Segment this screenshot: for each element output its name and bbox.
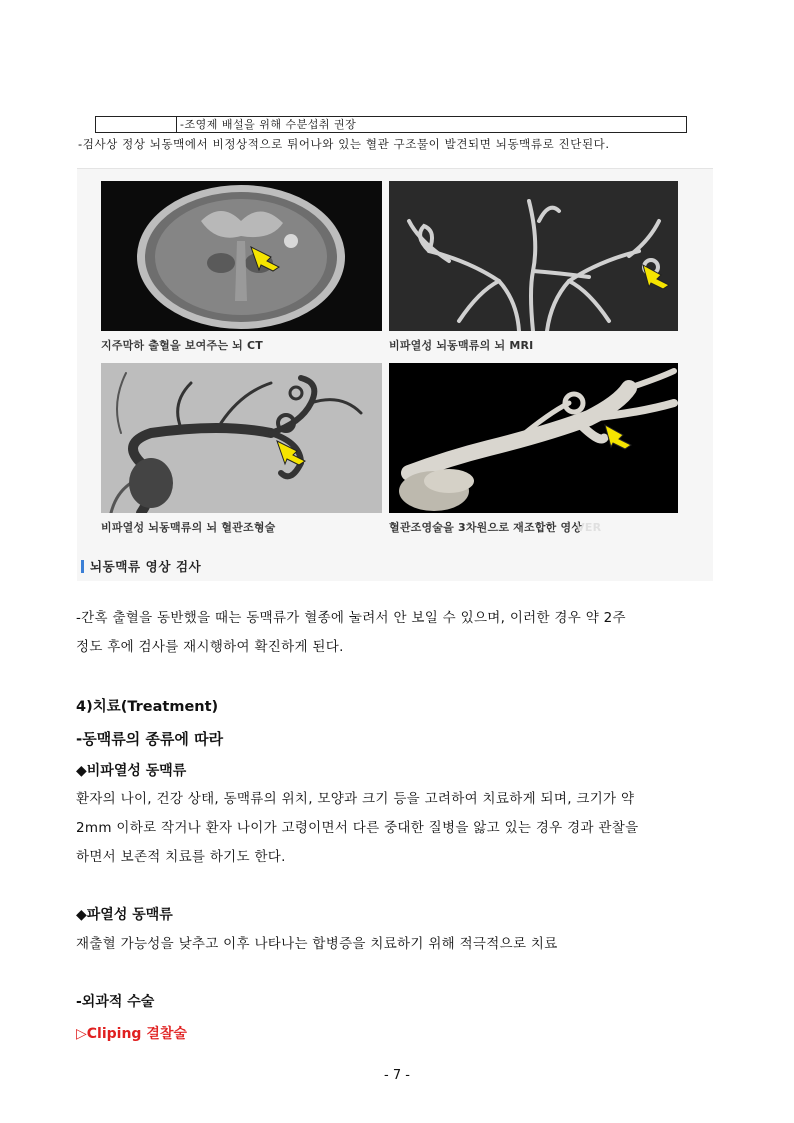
paragraph-line: -간혹 출혈을 동반했을 때는 동맥류가 혈종에 눌려서 안 보일 수 있으며, 이러한 경우 약 2주 <box>76 610 626 626</box>
surgery-heading: -외과적 수술 <box>76 994 155 1010</box>
unruptured-heading: ◆비파열성 동맥류 <box>76 763 187 779</box>
table-cell-empty <box>96 117 177 132</box>
figure-title <box>81 557 201 575</box>
title-accent-bar <box>81 560 84 573</box>
diagnosis-note: -검사상 정상 뇌동맥에서 비정상적으로 튀어나와 있는 혈관 구조물이 발견되면 뇌동맥류로 진단된다. <box>78 137 610 151</box>
paragraph-line: 환자의 나이, 건강 상태, 동맥류의 위치, 모양과 크기 등을 고려하여 치료하게 되며, 크기가 약 <box>76 791 635 807</box>
arrow-icon <box>605 425 631 449</box>
watermark: VER <box>576 521 602 534</box>
mri-caption: 비파열성 뇌동맥류의 뇌 MRI <box>389 339 534 352</box>
paragraph-line: 하면서 보존적 치료를 하기도 한다. <box>76 849 286 865</box>
table-cell-text: -조영제 배설을 위해 수분섭취 권장 <box>180 118 357 131</box>
subheading: -동맥류의 종류에 따라 <box>76 730 224 748</box>
3d-reconstruction-image <box>389 363 678 513</box>
ct-image <box>101 181 382 331</box>
ruptured-heading: ◆파열성 동맥류 <box>76 907 173 923</box>
imaging-figure <box>77 168 713 581</box>
paragraph-line: 정도 후에 검사를 재시행하여 확진하게 된다. <box>76 639 344 655</box>
table-row <box>95 116 687 133</box>
ct-caption: 지주막하 출혈을 보여주는 뇌 CT <box>101 339 264 352</box>
angiography-image <box>101 363 382 513</box>
3d-caption-text: 혈관조영술을 3차원으로 재조합한 영상 <box>389 521 583 534</box>
mri-image <box>389 181 678 331</box>
page-number: - 7 - <box>384 1068 410 1083</box>
section-heading: 4)치료(Treatment) <box>76 699 219 715</box>
3d-caption <box>389 519 601 535</box>
angiography-caption: 비파열성 뇌동맥류의 뇌 혈관조형술 <box>101 521 276 534</box>
figure-title-text: 뇌동맥류 영상 검사 <box>90 559 202 574</box>
clipping-heading: ▷Cliping 결찰술 <box>76 1026 187 1042</box>
paragraph-line: 재출혈 가능성을 낮추고 이후 나타나는 합병증을 치료하기 위해 적극적으로 치료 <box>76 936 558 952</box>
paragraph-line: 2mm 이하로 작거나 환자 나이가 고령이면서 다른 중대한 질병을 앓고 있는 경우 경과 관찰을 <box>76 820 639 836</box>
